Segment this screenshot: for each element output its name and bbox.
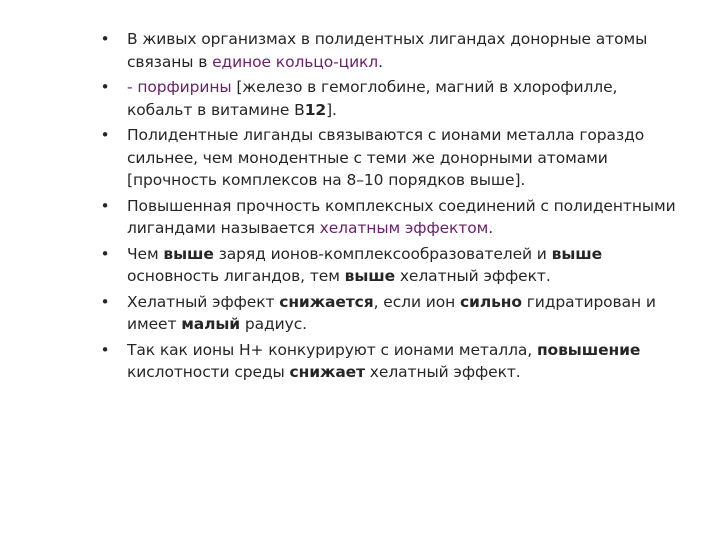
- item-text: основность лигандов, тем: [127, 267, 345, 285]
- bullet-dot: •: [100, 126, 110, 144]
- bold-word: выше: [344, 267, 396, 285]
- bullet-dot: •: [100, 292, 110, 311]
- list-item: [100, 243, 680, 288]
- list-item: [100, 76, 680, 121]
- highlight-term: единое кольцо-цикл: [212, 52, 379, 71]
- item-text: хелатный эффект.: [364, 363, 521, 381]
- item-text: .: [488, 219, 494, 237]
- bullet-dot: •: [100, 340, 110, 359]
- item-text: Полидентные лиганды связываются с ионами металла гораздо сильнее, чем монодентные с теми же донорными атомами [прочность комплексов на 8–10 порядков выше].: [127, 126, 645, 189]
- bold-word: выше: [163, 244, 214, 263]
- list-item: [100, 124, 680, 192]
- bold-word: сильно: [459, 292, 522, 311]
- bullet-dot: •: [100, 244, 110, 263]
- list-item: [100, 195, 680, 240]
- bullet-list: [100, 28, 680, 387]
- list-item: [100, 291, 680, 336]
- item-text: кислотности среды: [127, 363, 290, 381]
- bold-number: 12: [304, 100, 327, 119]
- item-text: ].: [326, 100, 337, 119]
- bullet-dot: •: [100, 196, 110, 215]
- item-text: радиус.: [240, 315, 307, 333]
- bullet-dot: •: [100, 78, 110, 96]
- bold-word: выше: [551, 244, 603, 263]
- highlight-term: - порфирины: [127, 78, 232, 96]
- item-text: заряд ионов-комплексообразователей и: [213, 244, 552, 263]
- item-text: В живых организмах в полидентных лигандах донорные атомы связаны в: [127, 30, 648, 71]
- item-text: [железо в гемоглобине, магний в хлорофилле, кобальт в витамине В: [127, 78, 618, 119]
- item-text: .: [378, 52, 383, 71]
- item-text: гидратирован и имеет: [127, 292, 656, 333]
- list-item: [100, 339, 680, 384]
- list-item: [100, 28, 680, 73]
- item-text: Так как ионы Н+ конкурируют с ионами металла,: [127, 340, 537, 359]
- bold-word: малый: [181, 315, 241, 333]
- item-text: Повышенная прочность комплексных соединений с полидентными лигандами называется: [127, 196, 676, 237]
- highlight-term: хелатным эффектом: [319, 219, 489, 237]
- bold-word: повышение: [536, 340, 641, 359]
- bullet-dot: •: [100, 30, 110, 48]
- item-text: Чем: [127, 244, 164, 263]
- bold-word: снижается: [279, 292, 374, 311]
- item-text: Хелатный эффект: [127, 292, 280, 311]
- item-text: , если ион: [373, 292, 460, 311]
- bold-word: снижает: [289, 363, 365, 381]
- item-text: хелатный эффект.: [395, 267, 551, 285]
